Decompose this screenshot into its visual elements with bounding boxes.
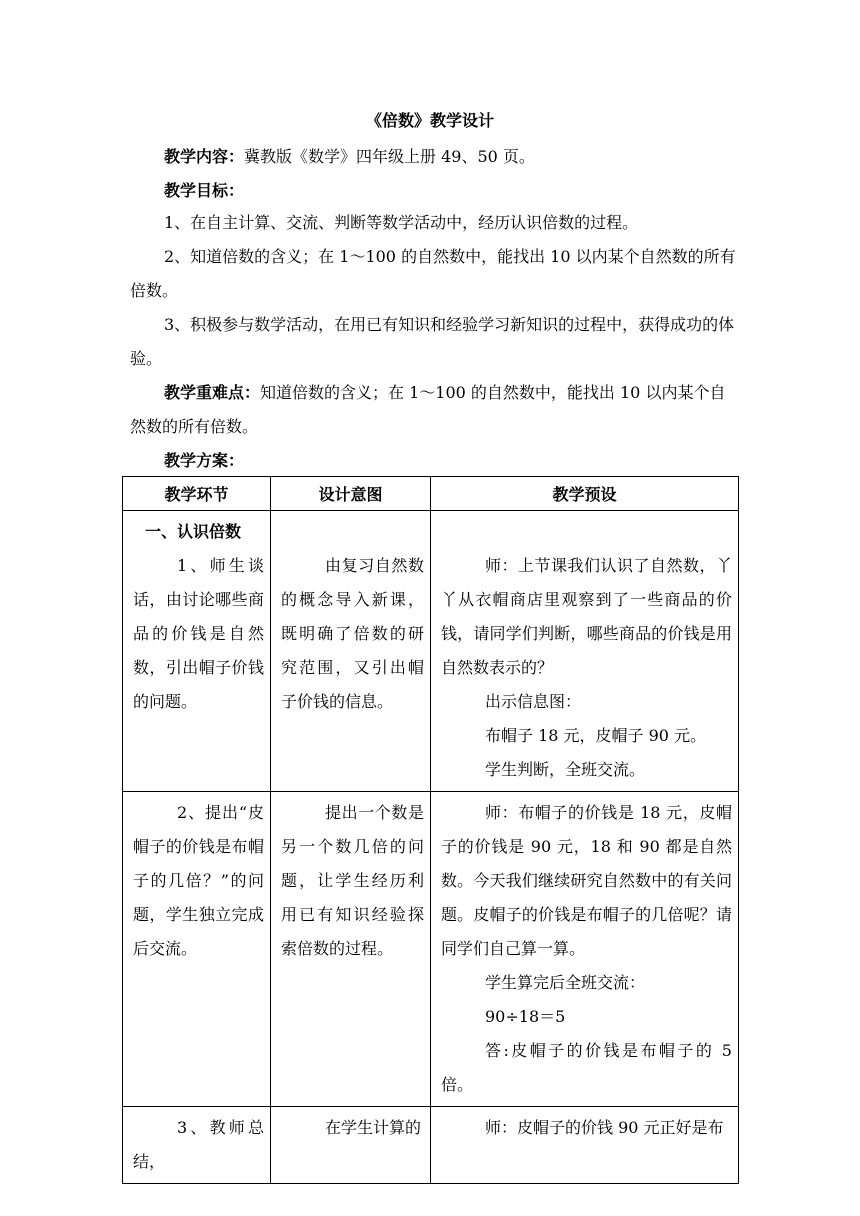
- preset-line: 布帽子 18 元，皮帽子 90 元。: [485, 726, 707, 745]
- stage-text: 3、教师总结，: [133, 1118, 264, 1171]
- goal-2: 2、知道倍数的含义；在 1～100 的自然数中，能找出 10 以内某个自然数的所有倍数。: [130, 247, 736, 300]
- table-row: [123, 1107, 739, 1184]
- preset-line: 师：布帽子的价钱是 18 元，皮帽子的价钱是 90 元，18 和 90 都是自然数。今天我们继续研究自然数中的有关问题。皮帽子的价钱是布帽子的几倍呢？请同学们自己算一算。: [441, 803, 732, 958]
- intent-text: 在学生计算的: [325, 1118, 422, 1137]
- preset-line: 90÷18＝5: [485, 1007, 566, 1026]
- key-points-paragraph: [130, 376, 740, 444]
- table-row: [123, 792, 739, 1107]
- preset-line: 师：上节课我们认识了自然数，丫丫从衣帽商店里观察到了一些商品的价钱，请同学们判断，哪些商品的价钱是用自然数表示的？: [441, 556, 732, 677]
- intent-cell: [271, 1107, 431, 1184]
- goal-1: 1、在自主计算、交流、判断等数学活动中，经历认识倍数的过程。: [164, 213, 639, 232]
- document-title: 《倍数》教学设计: [365, 111, 494, 130]
- intent-cell: [271, 511, 431, 792]
- intent-cell: [271, 792, 431, 1107]
- preset-line: 学生判断，全班交流。: [485, 760, 646, 779]
- stage-cell: [123, 792, 271, 1107]
- preset-cell: [431, 792, 739, 1107]
- preset-line: 出示信息图：: [485, 692, 582, 711]
- stage-text: 1、师生谈话，由讨论哪些商品的价钱是自然数，引出帽子价钱的问题。: [133, 556, 264, 711]
- plan-heading: [130, 444, 740, 478]
- stage-text: 2、提出“皮帽子的价钱是布帽子的几倍？”的问题，学生独立完成后交流。: [133, 803, 264, 958]
- goals-heading: [130, 174, 740, 208]
- goal-3: 3、积极参与数学活动，在用已有知识和经验学习新知识的过程中，获得成功的体验。: [130, 315, 735, 368]
- teaching-plan-table: [122, 476, 739, 1184]
- content-text: 冀教版《数学》四年级上册 49、50 页。: [244, 147, 535, 166]
- intent-text: 由复习自然数的概念导入新课，既明确了倍数的研究范围，又引出帽子价钱的信息。: [281, 556, 424, 711]
- table-header-row: [123, 477, 739, 511]
- goals-label: 教学目标：: [164, 181, 245, 200]
- header-intent: 设计意图: [271, 477, 431, 511]
- table-row: [123, 511, 739, 792]
- section-heading: 一、认识倍数: [145, 522, 242, 541]
- preset-line: 师：皮帽子的价钱 90 元正好是布: [485, 1118, 724, 1137]
- preset-cell: [431, 511, 739, 792]
- stage-cell: [123, 1107, 271, 1184]
- key-points-label: 教学重难点：: [164, 383, 261, 402]
- key-points-text: 知道倍数的含义；在 1～100 的自然数中，能找出 10 以内某个自然数的所有倍数。: [130, 383, 726, 436]
- content-label: 教学内容：: [164, 147, 245, 166]
- plan-label: 教学方案：: [164, 451, 245, 470]
- preset-line: 学生算完后全班交流：: [485, 973, 646, 992]
- stage-cell: [123, 511, 271, 792]
- header-preset: 教学预设: [431, 477, 739, 511]
- preset-cell: [431, 1107, 739, 1184]
- preset-line: 答:皮帽子的价钱是布帽子的 5 倍。: [441, 1041, 732, 1094]
- header-stage: 教学环节: [123, 477, 271, 511]
- content-paragraph: [130, 140, 740, 174]
- intent-text: 提出一个数是另一个数几倍的问题，让学生经历利用已有知识经验探索倍数的过程。: [281, 803, 424, 958]
